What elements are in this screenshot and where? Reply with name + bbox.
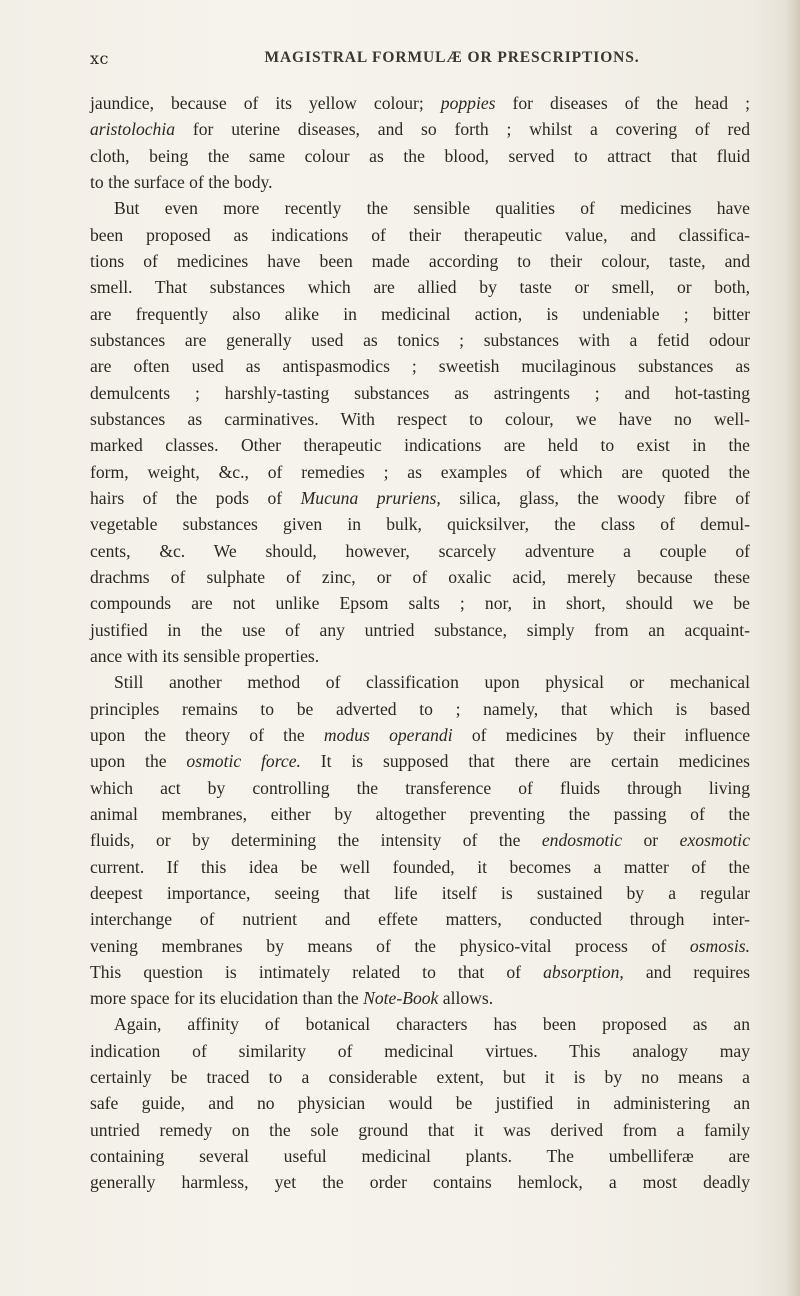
text-run: or xyxy=(622,830,680,851)
text-run: demulcents ; harshly-tasting substances as astringents ; and hot-tasting xyxy=(90,382,750,403)
text-run: of medicines by their influence xyxy=(452,724,750,745)
text-line xyxy=(90,959,750,985)
italic-term: aristolochia xyxy=(90,119,176,140)
text-line xyxy=(90,906,750,932)
text-line xyxy=(90,274,750,300)
italic-term: osmotic force. xyxy=(186,751,301,772)
text-line xyxy=(90,90,750,116)
text-line xyxy=(90,116,750,142)
text-line xyxy=(90,222,750,248)
text-run: containing several useful medicinal plants. The umbelliferæ are xyxy=(90,1146,750,1167)
text-line xyxy=(90,564,750,590)
text-line xyxy=(90,485,750,511)
text-line xyxy=(90,643,750,669)
italic-term: exosmotic xyxy=(679,830,751,851)
text-line xyxy=(90,327,750,353)
text-run: certainly be traced to a considerable extent, but it is by no means a xyxy=(90,1067,750,1088)
text-line xyxy=(90,143,750,169)
text-run: generally harmless, yet the order contains hemlock, a most deadly xyxy=(90,1172,750,1193)
text-run: animal membranes, either by altogether preventing the passing of the xyxy=(90,803,750,824)
text-line xyxy=(90,169,750,195)
text-run: and requires xyxy=(623,961,750,982)
text-line xyxy=(90,775,750,801)
italic-term: Mucuna pruriens, xyxy=(300,487,441,508)
text-run: This question is intimately related to that of xyxy=(90,961,544,982)
text-run: Still another method of classification upon physical or mechanical xyxy=(114,672,750,693)
text-run: vening membranes by means of the physico-vital process of xyxy=(90,935,690,956)
text-line xyxy=(90,933,750,959)
text-line xyxy=(90,459,750,485)
text-run: to the surface of the body. xyxy=(90,171,273,192)
text-line xyxy=(90,195,750,221)
italic-term: Note-Book xyxy=(363,988,439,1009)
text-line xyxy=(90,301,750,327)
text-line xyxy=(90,827,750,853)
text-line xyxy=(90,722,750,748)
text-line xyxy=(90,669,750,695)
text-line xyxy=(90,801,750,827)
italic-term: osmosis. xyxy=(689,935,750,956)
running-head xyxy=(90,49,750,73)
text-line xyxy=(90,696,750,722)
text-run: principles remains to be adverted to ; namely, that which is based xyxy=(90,698,750,719)
italic-term: modus operandi xyxy=(323,724,453,745)
text-run: safe guide, and no physician would be justified in administering an xyxy=(90,1093,750,1114)
text-run: ance with its sensible properties. xyxy=(90,645,320,666)
text-run: current. If this idea be well founded, it becomes a matter of the xyxy=(90,856,750,877)
text-run: It is supposed that there are certain medicines xyxy=(300,751,751,772)
italic-term: absorption, xyxy=(543,961,624,982)
text-run: deepest importance, seeing that life itself is sustained by a regular xyxy=(90,882,750,903)
text-line xyxy=(90,985,750,1011)
text-line xyxy=(90,248,750,274)
text-run: are frequently also alike in medicinal action, is undeniable ; bitter xyxy=(90,303,750,324)
text-run: for uterine diseases, and so forth ; whilst a covering of red xyxy=(175,119,750,140)
text-line xyxy=(90,1011,750,1037)
text-run: tions of medicines have been made according to their colour, taste, and xyxy=(90,250,750,271)
text-line xyxy=(90,1169,750,1195)
text-run: interchange of nutrient and effete matters, conducted through inter- xyxy=(90,909,750,930)
text-run: substances are generally used as tonics ; substances with a fetid odour xyxy=(90,329,750,350)
text-line xyxy=(90,406,750,432)
text-line xyxy=(90,748,750,774)
page-number: xc xyxy=(90,49,109,68)
text-run: smell. That substances which are allied by taste or smell, or both, xyxy=(90,277,750,298)
text-line xyxy=(90,538,750,564)
text-run: substances as carminatives. With respect to colour, we have no well- xyxy=(90,408,750,429)
text-run: But even more recently the sensible qualities of medicines have xyxy=(114,198,750,219)
text-run: cents, &c. We should, however, scarcely adventure a couple of xyxy=(90,540,750,561)
text-run: silica, glass, the woody fibre of xyxy=(440,487,750,508)
italic-term: poppies xyxy=(440,93,496,113)
text-line xyxy=(90,590,750,616)
text-line xyxy=(90,1064,750,1090)
text-run: upon the xyxy=(90,751,187,772)
italic-term: endosmotic xyxy=(541,830,623,851)
text-run: been proposed as indications of their therapeutic value, and classifica- xyxy=(90,224,750,245)
text-line xyxy=(90,1117,750,1143)
body-text xyxy=(90,90,750,1196)
text-run: untried remedy on the sole ground that it was derived from a family xyxy=(90,1119,750,1140)
text-run: for diseases of the head ; xyxy=(495,93,751,113)
text-line xyxy=(90,1038,750,1064)
text-line xyxy=(90,511,750,537)
running-title: MAGISTRAL FORMULÆ OR PRESCRIPTIONS. xyxy=(264,49,640,66)
text-run: compounds are not unlike Epsom salts ; nor, in short, should we be xyxy=(90,593,750,614)
text-line xyxy=(90,1143,750,1169)
text-run: jaundice, because of its yellow colour; xyxy=(90,93,441,113)
text-run: more space for its elucidation than the xyxy=(90,988,364,1009)
text-line xyxy=(90,880,750,906)
text-line xyxy=(90,380,750,406)
text-run: fluids, or by determining the intensity of the xyxy=(90,830,542,851)
text-line xyxy=(90,353,750,379)
text-run: form, weight, &c., of remedies ; as examples of which are quoted the xyxy=(90,461,750,482)
text-line xyxy=(90,617,750,643)
text-line xyxy=(90,1090,750,1116)
text-line xyxy=(90,432,750,458)
text-run: allows. xyxy=(438,988,494,1009)
text-run: vegetable substances given in bulk, quicksilver, the class of demul- xyxy=(90,514,750,535)
text-run: justified in the use of any untried substance, simply from an acquaint- xyxy=(90,619,750,640)
text-run: marked classes. Other therapeutic indications are held to exist in the xyxy=(90,435,750,456)
page-edge-shadow xyxy=(786,0,800,1296)
text-run: indication of similarity of medicinal virtues. This analogy may xyxy=(90,1040,750,1061)
text-run: drachms of sulphate of zinc, or of oxalic acid, merely because these xyxy=(90,566,750,587)
text-run: which act by controlling the transference of fluids through living xyxy=(90,777,750,798)
text-run: Again, affinity of botanical characters has been proposed as an xyxy=(114,1014,750,1035)
text-run: upon the theory of the xyxy=(90,724,324,745)
text-run: are often used as antispasmodics ; sweetish mucilaginous substances as xyxy=(90,356,750,377)
text-line xyxy=(90,854,750,880)
text-run: hairs of the pods of xyxy=(90,487,301,508)
text-run: cloth, being the same colour as the blood, served to attract that fluid xyxy=(90,145,750,166)
